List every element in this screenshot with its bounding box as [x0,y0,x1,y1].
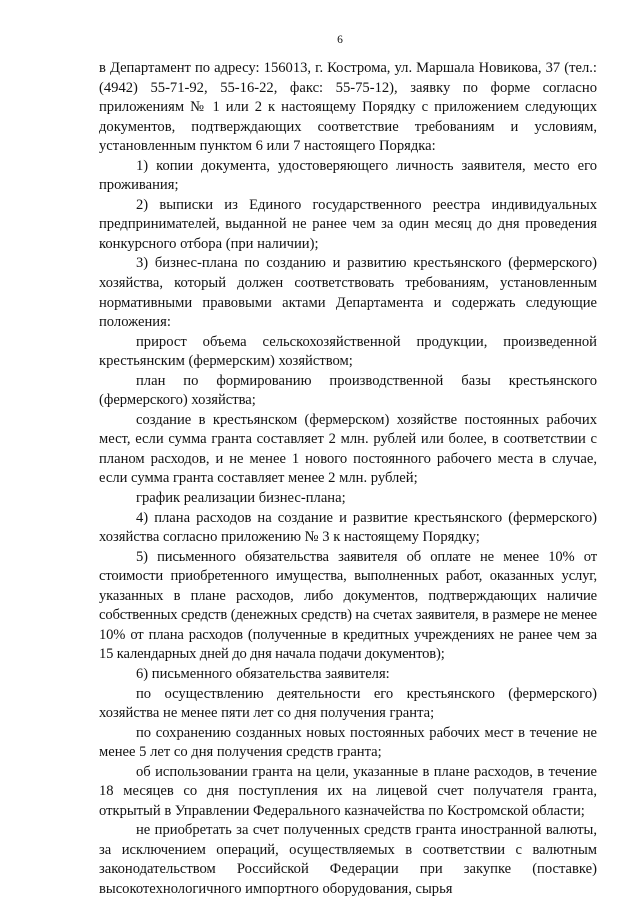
page-number: 6 [337,34,343,46]
paragraph-item-3-jobs: создание в крестьянском (фермерском) хозяйстве постоянных рабочих мест, если сумма гранта составляет 2 млн. рублей или более, в соответствии с планом расходов, и не менее 1 нового постоянного рабочего места в случае, если сумма гранта составляет менее 2 млн. рублей; [99,411,597,487]
paragraph-item-3-base: план по формированию производственной базы крестьянского (фермерского) хозяйства; [99,372,597,409]
paragraph-item-4: 4) плана расходов на создание и развитие крестьянского (фермерского) хозяйства согласно приложению № 3 к настоящему Порядку; [99,509,597,546]
paragraph-item-1: 1) копии документа, удостоверяющего личность заявителя, место его проживания; [99,157,597,194]
paragraph-item-3: 3) бизнес-плана по созданию и развитию крестьянского (фермерского) хозяйства, который должен соответствовать требованиям, установленным нормативными правовыми актами Департамента и содержать следующие положения: [99,255,597,331]
paragraph-item-6: 6) письменного обязательства заявителя: [136,665,390,682]
paragraph-item-6-activity: по осуществлению деятельности его крестьянского (фермерского) хозяйства не менее пяти лет со дня получения гранта; [99,685,597,722]
document-body [99,59,597,900]
paragraph-item-2: 2) выписки из Единого государственного реестра индивидуальных предпринимателей, выданной не ранее чем за один месяц до дня проведения конкурсного отбора (при наличии); [99,196,597,252]
paragraph-intro: в Департамент по адресу: 156013, г. Кострома, ул. Маршала Новикова, 37 (тел.: (4942) 55-71-92, 55-16-22, факс: 55-75-12), заявку по форме согласно приложениям № 1 или 2 к настоящему Порядку с приложением следующих документов, подтверждающих соответствие требованиям и условиям, установленным пунктом 6 или 7 настоящего Порядка: [99,60,597,155]
paragraph-item-6-jobs: по сохранению созданных новых постоянных рабочих мест в течение не менее 5 лет со дня получения средств гранта; [99,724,597,761]
paragraph-item-3-schedule: график реализации бизнес-плана; [136,490,346,507]
paragraph-item-5: 5) письменного обязательства заявителя об оплате не менее 10% от стоимости приобретенного имущества, выполненных работ, оказанных услуг, указанных в плане расходов, либо документов, подтверждающих наличие собственных средств (денежных средств) на счетах заявителя, в размере не менее 10% от плана расходов (полученные в кредитных учреждениях не ранее чем за 15 календарных дней до дня начала подачи документов); [99,548,597,663]
paragraph-item-6-currency: не приобретать за счет полученных средств гранта иностранной валюты, за исключением операций, осуществляемых в соответствии с валютным законодательством Российской Федерации при закупке (поставке) высокотехнологичного импортного оборудования, сырья [99,822,597,897]
paragraph-item-3-growth: прирост объема сельскохозяйственной продукции, произведенной крестьянским (фермерским) хозяйством; [99,333,597,370]
paragraph-item-6-usage: об использовании гранта на цели, указанные в плане расходов, в течение 18 месяцев со дня поступления их на лицевой счет получателя гранта, открытый в Управлении Федерального казначейства по Костромской области; [99,763,597,819]
